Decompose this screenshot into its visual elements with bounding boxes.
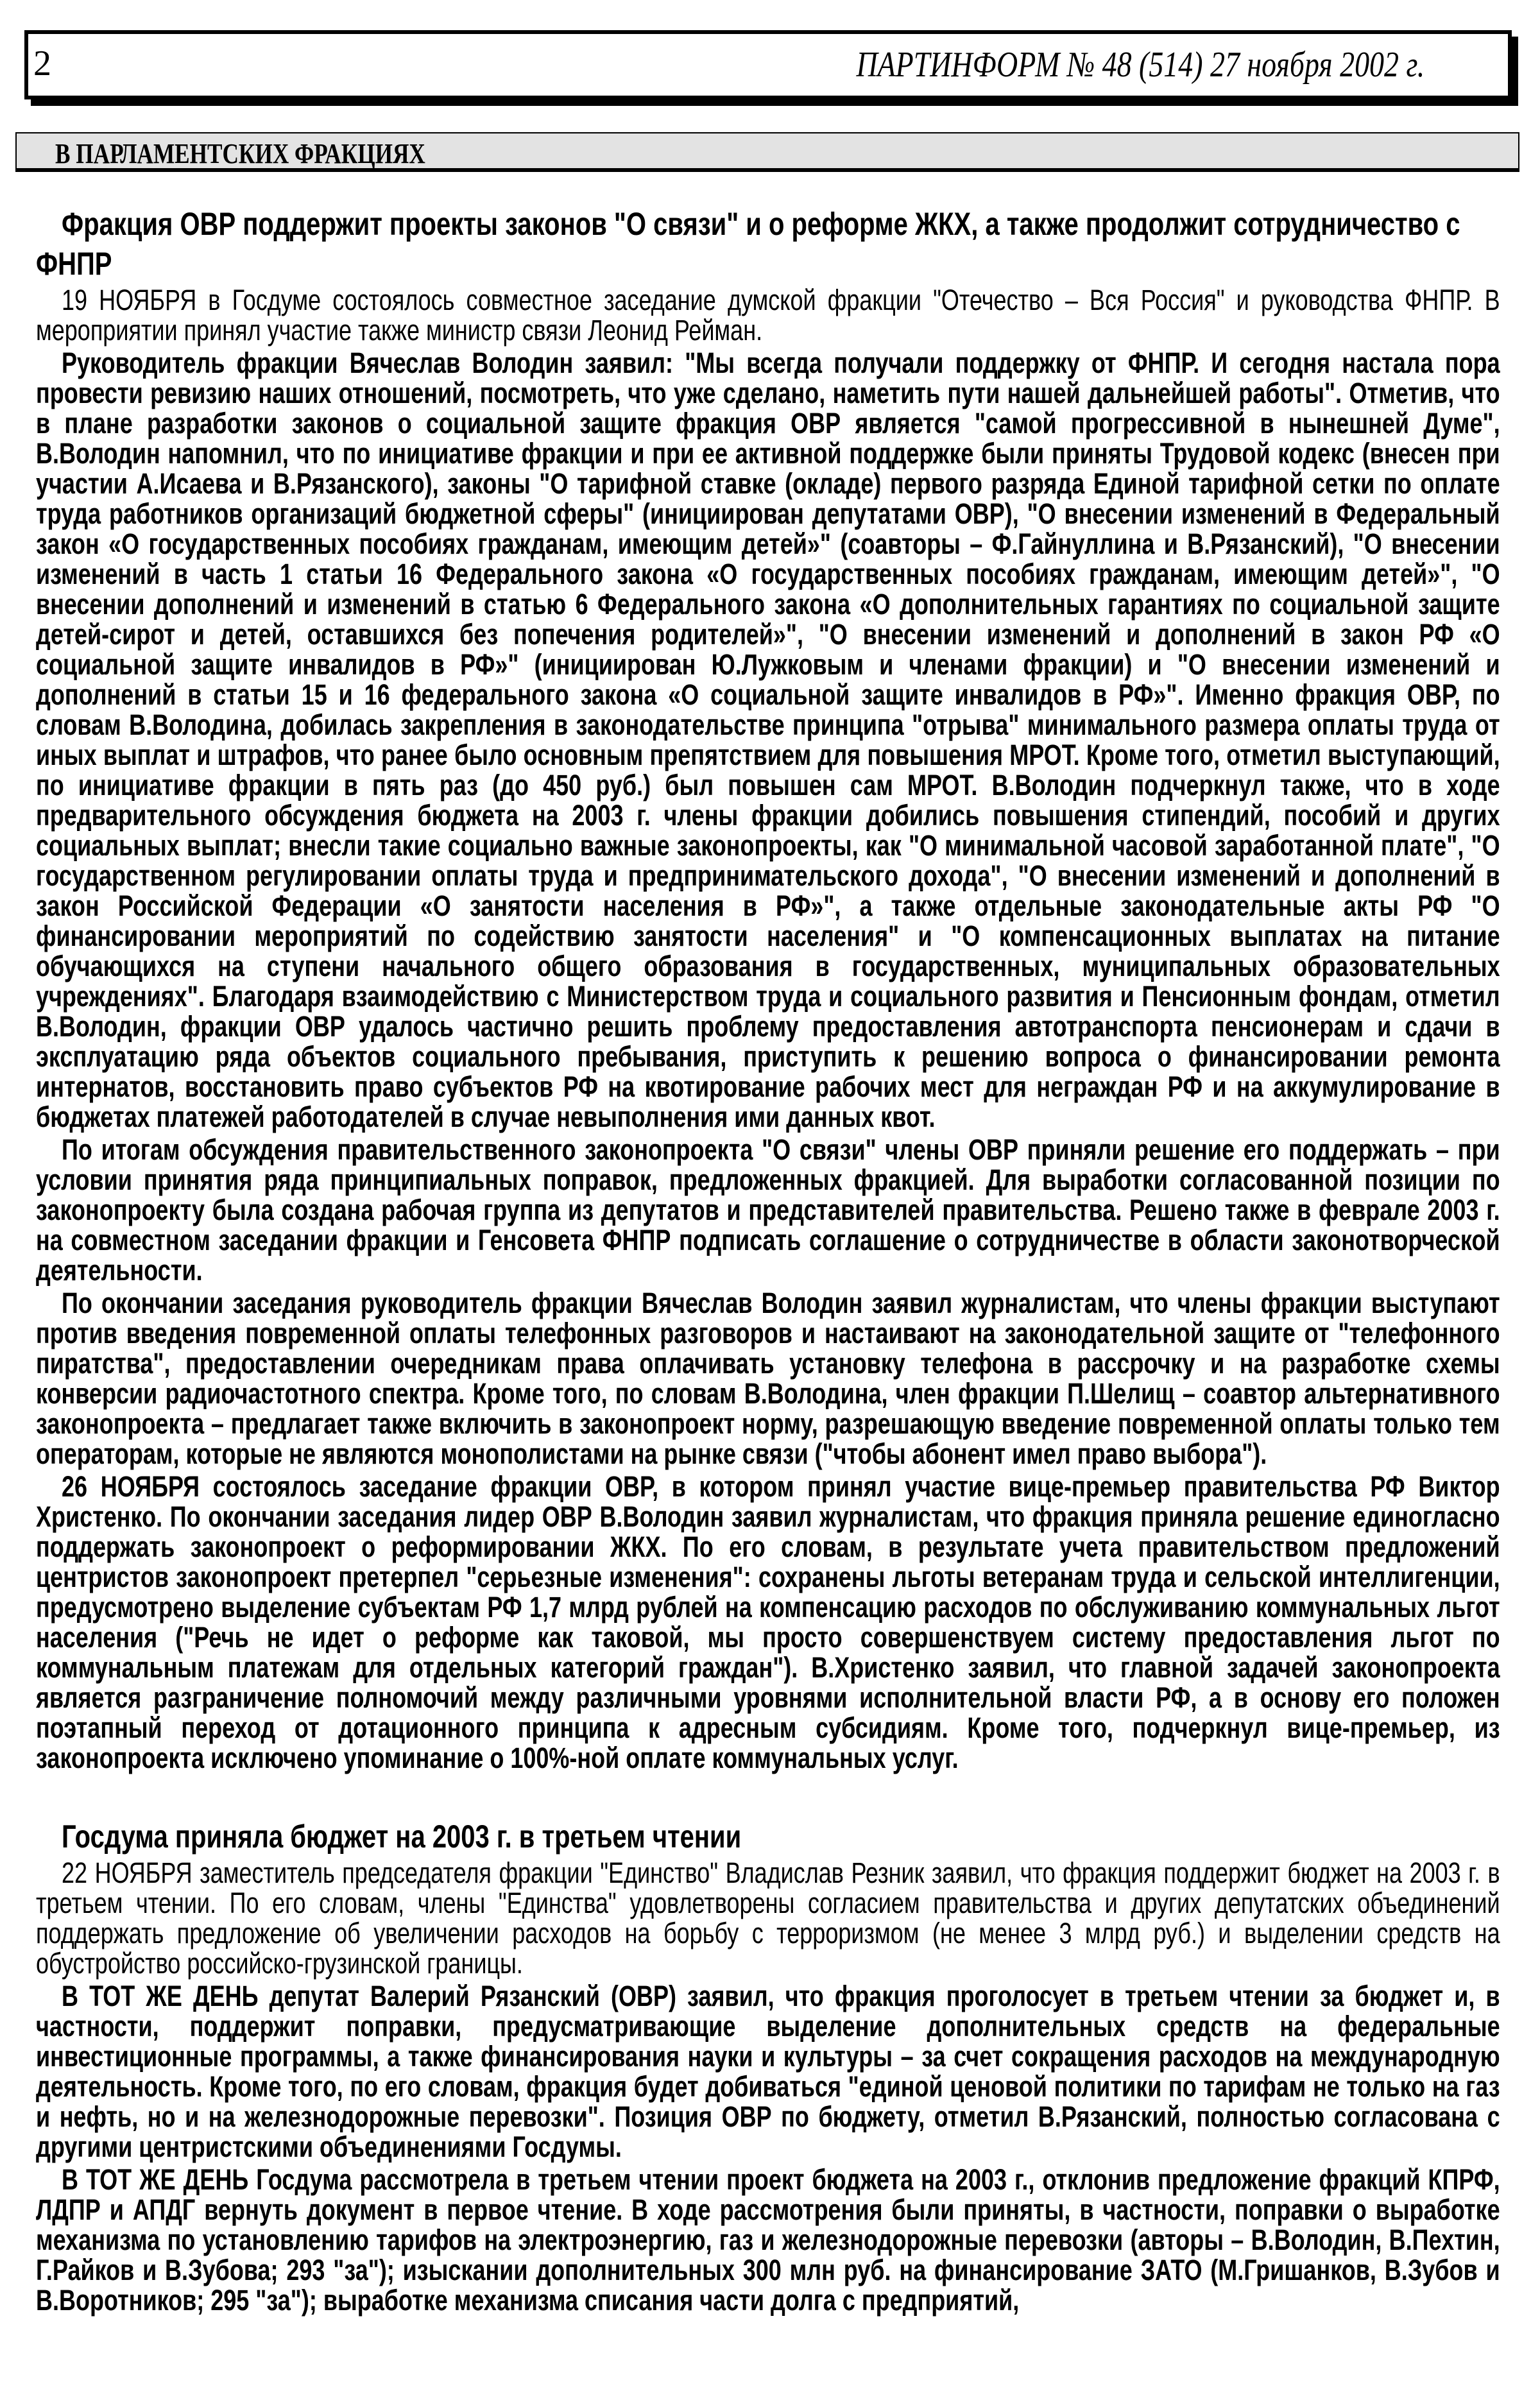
article-paragraph: 22 НОЯБРЯ заместитель председателя фракции "Единство" Владислав Резник заявил, что фракция поддержит бюджет на 2003 г. в третьем чтении. По его словам, члены "Единства" удовлетворены согласием правительства и других депутатских объединений поддержать предложение об увеличении расходов на борьбу с терроризмом (не менее 3 млрд руб.) и выделении средств на обустройство российско-грузинской границы. [36, 1856, 1500, 1980]
page-header [24, 30, 1512, 99]
article-title: Госдума приняла бюджет на 2003 г. в третьем чтении [62, 1819, 742, 1855]
section-banner [15, 132, 1519, 172]
publication-title: ПАРТИНФОРМ № 48 (514) 27 ноября 2002 г. [856, 45, 1425, 85]
article-title: Фракция ОВР поддержит проекты законов "О связи" и о реформе ЖКХ, а также продолжит сотрудничество с ФНПР [36, 206, 1460, 282]
article-content [36, 204, 1500, 2315]
article-paragraph: Руководитель фракции Вячеслав Володин заявил: "Мы всегда получали поддержку от ФНПР. И сегодня настала пора провести ревизию наших отношений, посмотреть, что уже сделано, наметить пути нашей дальнейшей работы". Отметив, что в плане разработки законов о социальной защите фракция ОВР является "самой прогрессивной в нынешней Думе", В.Володин напомнил, что по инициативе фракции и при ее активной поддержке были приняты Трудовой кодекс (внесен при участии А.Исаева и В.Рязанского), законы "О тарифной ставке (окладе) первого разряда Единой тарифной сетки по оплате труда работников организаций бюджетной сферы" (инициирован депутатами ОВР), "О внесении изменений в Федеральный закон «О государственных пособиях гражданам, имеющим детей»" (соавторы – Ф.Гайнуллина и В.Рязанский), "О внесении изменений в часть 1 статьи 16 Федерального закона «О государственных пособиях гражданам, имеющим детей»", "О внесении дополнений и изменений в статью 6 Федерального закона «О дополнительных гарантиях по социальной защите детей-сирот и детей, оставшихся без попечения родителей»", "О внесении изменений и дополнений в закон РФ «О социальной защите инвалидов в РФ»" (инициирован Ю.Лужковым и членами фракции) и "О внесении изменений и дополнений в статьи 15 и 16 федерального закона «О социальной защите инвалидов в РФ»". Именно фракция ОВР, по словам В.Володина, добилась закрепления в законодательстве принципа "отрыва" минимального размера оплаты труда от иных выплат и штрафов, что ранее было основным препятствием для повышения МРОТ. Кроме того, отметил выступающий, по инициативе фракции в пять раз (до 450 руб.) был повышен сам МРОТ. В.Володин подчеркнул также, что в ходе предварительного обсуждения бюджета на 2003 г. члены фракции добились повышения стипендий, пособий и других социальных выплат; внесли такие социально важные законопроекты, как "О минимальной часовой заработанной плате", "О государственном регулировании оплаты труда и предпринимательского дохода", "О внесении изменений и дополнений в закон Российской Федерации «О занятости населения в РФ»", а также отдельные законодательные акты РФ "О финансировании мероприятий по содействию занятости населения" и "О компенсационных выплатах на питание обучающихся на ступени начального общего образования в государственных, муниципальных образовательных учреждениях". Благодаря взаимодействию с Министерством труда и социального развития и Пенсионным фондам, отметил В.Володин, фракции ОВР удалось частично решить проблему предоставления автотранспорта пенсионерам и сдачи в эксплуатацию ряда объектов социального пребывания, приступить к решению вопроса о финансировании ремонта интернатов, восстановить право субъектов РФ на квотирование рабочих мест для неграждан РФ и на аккумулирование в бюджетах платежей работодателей в случае невыполнения ими данных квот. [36, 347, 1500, 1133]
article-paragraph: В ТОТ ЖЕ ДЕНЬ депутат Валерий Рязанский (ОВР) заявил, что фракция проголосует в третьем чтении за бюджет и, в частности, поддержит поправки, предусматривающие выделение дополнительных средств на федеральные инвестиционные программы, а также финансирования науки и культуры – за счет сокращения расходов на международную деятельность. Кроме того, по его словам, фракция будет добиваться "единой ценовой политики по тарифам не только на газ и нефть, но и на железнодорожные перевозки". Позиция ОВР по бюджету, отметил В.Рязанский, полностью согласована с другими центристскими объединениями Госдумы. [36, 1980, 1500, 2163]
article-paragraph: 26 НОЯБРЯ состоялось заседание фракции ОВР, в котором принял участие вице-премьер правительства РФ Виктор Христенко. По окончании заседания лидер ОВР В.Володин заявил журналистам, что фракция приняла решение единогласно поддержать законопроект о реформировании ЖКХ. По его словам, в результате учета правительством предложений центристов законопроект претерпел "серьезные изменения": сохранены льготы ветеранам труда и сельской интеллигенции, предусмотрено выделение субъектам РФ 1,7 млрд рублей на компенсацию расходов по обслуживанию коммунальных льгот населения ("Речь не идет о реформе как таковой, мы просто совершенствуем систему предоставления льгот по коммунальным платежам для отдельных категорий граждан"). В.Христенко заявил, что главной задачей законопроекта является разграничение полномочий между различными уровнями исполнительной власти РФ, а в основу его положен поэтапный переход от дотационного принципа к адресным субсидиям. Кроме того, подчеркнул вице-премьер, из законопроекта исключено упоминание о 100%-ной оплате коммунальных услуг. [36, 1470, 1500, 1774]
article-paragraph: По итогам обсуждения правительственного законопроекта "О связи" члены ОВР приняли решение его поддержать – при условии принятия ряда принципиальных поправок, предложенных фракцией. Для выработки согласованной позиции по законопроекту была создана рабочая группа из депутатов и представителей правительства. Решено также в феврале 2003 г. на совместном заседании фракции и Генсовета ФНПР подписать соглашение о сотрудничестве в области законотворческой деятельности. [36, 1133, 1500, 1287]
article-paragraph: 19 НОЯБРЯ в Госдуме состоялось совместное заседание думской фракции "Отечество – Вся Россия" и руководства ФНПР. В мероприятии принял участие также министр связи Леонид Рейман. [36, 284, 1500, 347]
section-title: В ПАРЛАМЕНТСКИХ ФРАКЦИЯХ [55, 138, 425, 169]
page-number: 2 [33, 44, 51, 83]
article-paragraph: По окончании заседания руководитель фракции Вячеслав Володин заявил журналистам, что члены фракции выступают против введения повременной оплаты телефонных разговоров и настаивают на законодательной защите от "телефонного пиратства", предоставлении очередникам права оплачивать установку телефона в рассрочку и на разработке схемы конверсии радиочастотного спектра. Кроме того, по словам В.Володина, член фракции П.Шелищ – соавтор альтернативного законопроекта – предлагает также включить в законопроект норму, разрешающую введение повременной оплаты только тем операторам, которые не являются монополистами на рынке связи ("чтобы абонент имел право выбора"). [36, 1287, 1500, 1470]
article-paragraph: В ТОТ ЖЕ ДЕНЬ Госдума рассмотрела в третьем чтении проект бюджета на 2003 г., отклонив предложение фракций КПРФ, ЛДПР и АПДГ вернуть документ в первое чтение. В ходе рассмотрения были приняты, в частности, поправки о выработке механизма по установлению тарифов на электроэнергию, газ и железнодорожные перевозки (авторы – В.Володин, В.Пехтин, Г.Райков и В.Зубова; 293 "за"); изыскании дополнительных 300 млн руб. на финансирование ЗАТО (М.Гришанков, В.Зубов и В.Воротников; 295 "за"); выработке механизма списания части долга с предприятий, [36, 2163, 1500, 2317]
